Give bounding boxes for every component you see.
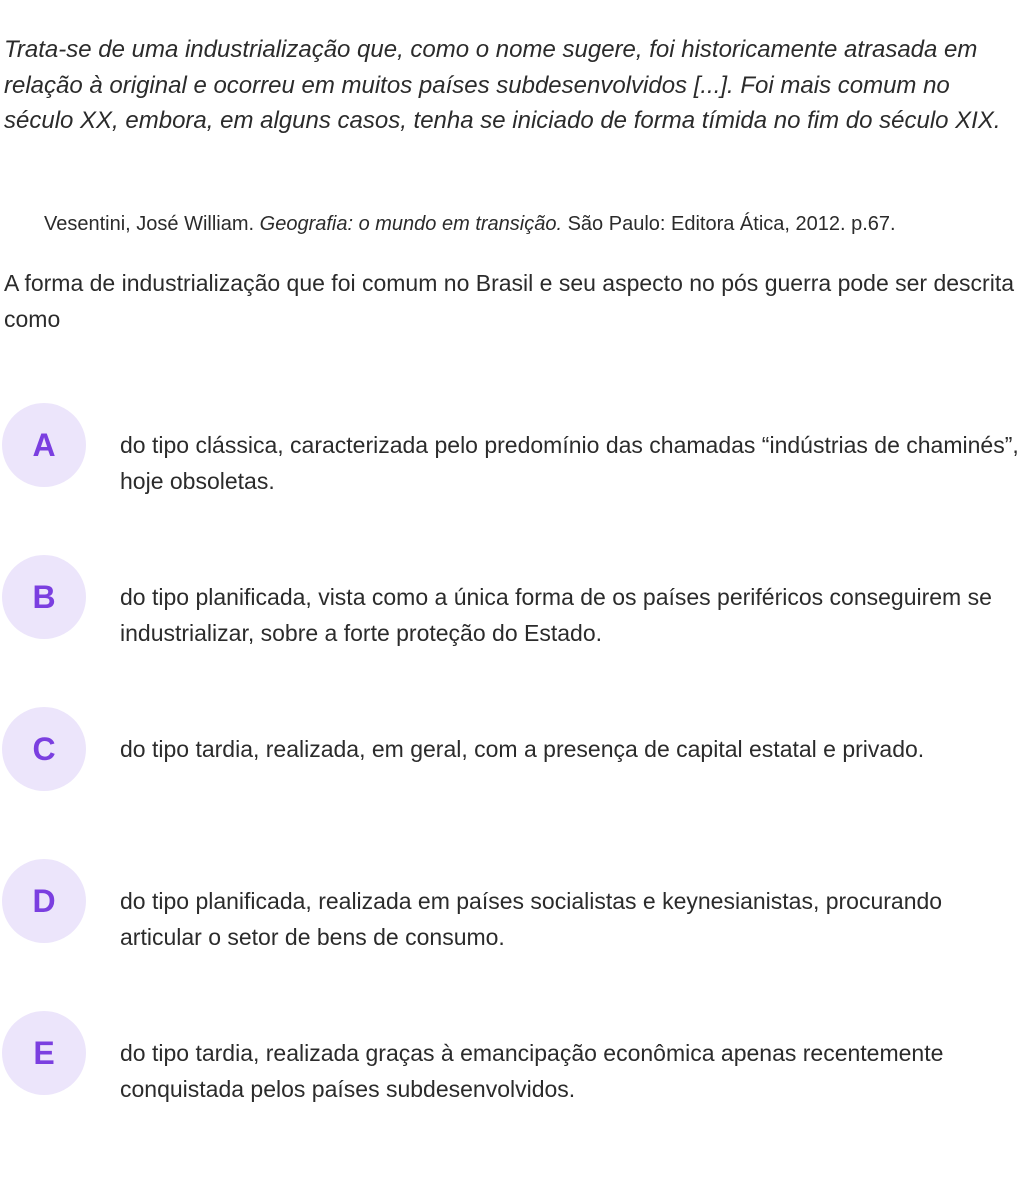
option-text[interactable]: do tipo tardia, realizada, em geral, com a presença de capital estatal e privado. (120, 736, 925, 762)
citation (44, 210, 896, 238)
option-text[interactable]: do tipo tardia, realizada graças à emancipação econômica apenas recentemente conquistada pelos países subdesenvolvidos. (120, 1040, 944, 1102)
option-e[interactable] (0, 1011, 1033, 1101)
option-text[interactable]: do tipo planificada, realizada em países socialistas e keynesianistas, procurando articular o setor de bens de consumo. (120, 888, 943, 950)
question-text: A forma de industrialização que foi comum no Brasil e seu aspecto no pós guerra pode ser descrita como (4, 270, 1015, 332)
option-b[interactable] (0, 555, 1033, 645)
option-a[interactable] (0, 403, 1033, 493)
option-d[interactable] (0, 859, 1033, 949)
option-letter-badge[interactable]: C (2, 707, 86, 791)
option-text[interactable]: do tipo planificada, vista como a única forma de os países periféricos conseguirem se industrializar, sobre a forte proteção do Estado. (120, 584, 992, 646)
option-text[interactable]: do tipo clássica, caracterizada pelo predomínio das chamadas “indústrias de chaminés”, hoje obsoletas. (120, 432, 1019, 494)
option-letter-badge[interactable]: E (2, 1011, 86, 1095)
passage-text: Trata-se de uma industrialização que, como o nome sugere, foi historicamente atrasada em relação à original e ocorreu em muitos países subdesenvolvidos [...]. Foi mais comum no século XX, embora, em alguns casos, tenha se iniciado de forma tímida no fim do século XIX. (4, 36, 1001, 134)
citation-title: Geografia: o mundo em transição. (259, 213, 563, 235)
option-letter-badge[interactable]: B (2, 555, 86, 639)
option-letter-badge[interactable]: A (2, 403, 86, 487)
citation-publisher: São Paulo: Editora Ática, 2012. p.67. (567, 213, 896, 235)
option-letter-badge[interactable]: D (2, 859, 86, 943)
citation-author: Vesentini, José William. (44, 213, 255, 235)
option-c[interactable] (0, 707, 1033, 797)
